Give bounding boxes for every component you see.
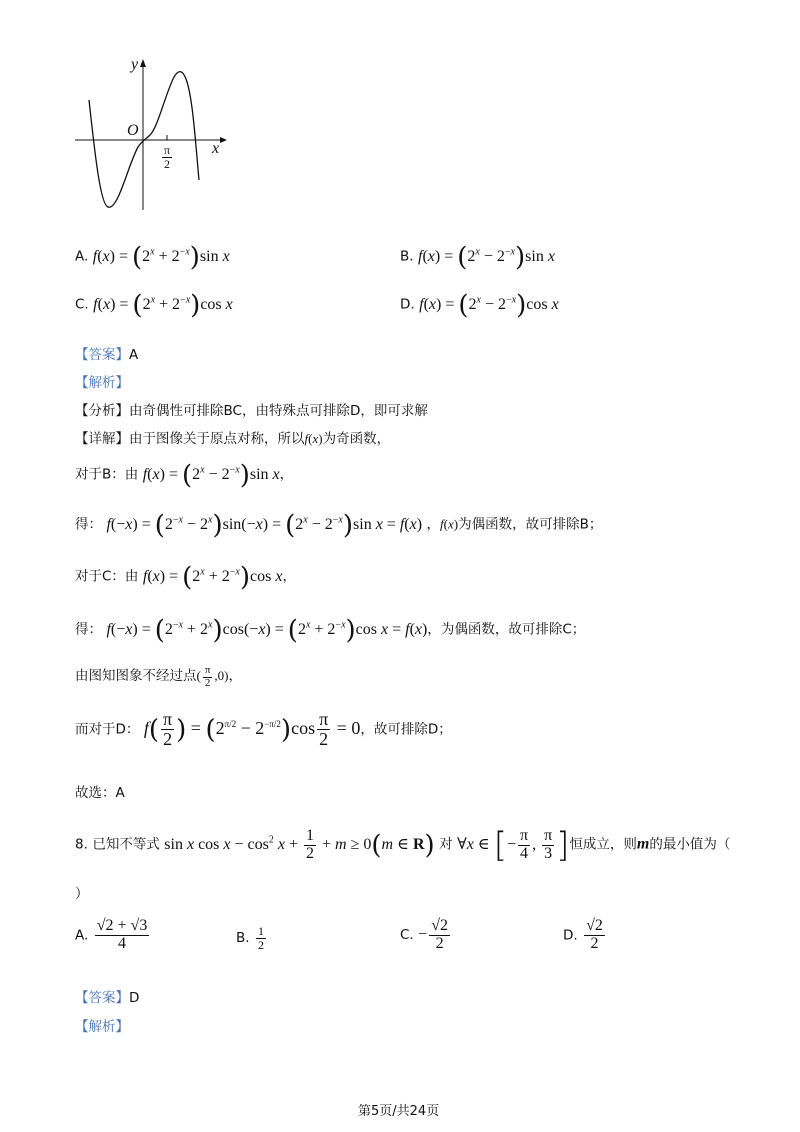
line-point: 由图知图象不经过点( $\frac{\pi}{2}$ ,0)，	[75, 663, 242, 689]
origin-label: O	[127, 122, 139, 139]
y-axis-arrow	[140, 59, 146, 67]
q8-stem: 8. 已知不等式 sin x $\cos x - \cos^2 x$ + $\frac{1}{2}$ + m ≥ 0(m ∈ R) 对 ∀x ∈ [− $\frac{\pi}{4}$ , $\frac{\pi}{3}$ ]恒成立，则m的最小值为（	[75, 825, 731, 865]
q8-answer: 【答案】D	[75, 990, 140, 1006]
x-axis-arrow	[220, 137, 227, 143]
q7-choice: 故选：A	[75, 785, 125, 801]
y-axis-label: y	[131, 56, 139, 73]
option-a-formula: $f(x) = (2^x + 2^{-x})\sin$ x	[92, 242, 230, 272]
q7-xiangjie: 【详解】由于图像关于原点对称，所以f(x)为奇函数，	[75, 431, 391, 447]
page-footer: 第5页/共24页	[358, 1104, 440, 1119]
option-d-formula: $f(x) = (2^x - 2^{-x})\cos$ x	[419, 290, 559, 320]
line-b: 对于B：由 $f(x) = (2^x - 2^{-x})\sin$ x，	[75, 460, 294, 490]
x-tick-label: $\frac{\pi}{2}$	[164, 143, 171, 171]
q8-option-a: A. $\frac{√2 + √3}{4}$	[75, 917, 148, 952]
q7-option-b: B. $f(x) = (2^x - 2^{-x})\sin$ x	[400, 242, 555, 272]
line-c2: 得： $f(-x) = (2^{-x} + 2^x)\cos(-x) = (2^x + 2^{-x})\cos$ x = f(x)，为偶函数，故可排除C；	[75, 615, 586, 645]
option-b-formula: $f(x) = (2^x - 2^{-x})\sin$ x	[418, 242, 555, 272]
q8-option-d: D. $\frac{√2}{2}$	[563, 917, 603, 952]
q7-analysis-tag: 【解析】	[75, 375, 129, 391]
q7-answer: 【答案】A	[75, 347, 139, 363]
line-c: 对于C：由 $f(x) = (2^x + 2^{-x})\cos$ x，	[75, 562, 296, 592]
q7-fenxi: 【分析】由奇偶性可排除BC，由特殊点可排除D，即可求解	[75, 403, 428, 419]
q7-option-d: D. $f(x) = (2^x - 2^{-x})\cos$ x	[400, 290, 559, 320]
q8-stem-close: ）	[75, 886, 89, 902]
line-d: 而对于D： f( $\frac{\pi}{2}$ ) = $(2^{\pi/2} - 2^{-\pi/2})\cos$ $\frac{\pi}{2}$ = 0，故可排除D；	[75, 709, 452, 749]
q7-option-a: A. $f(x) = (2^x + 2^{-x})\sin$ x	[75, 242, 230, 272]
q8-analysis-tag: 【解析】	[75, 1019, 129, 1035]
function-graph	[70, 55, 230, 215]
q8-option-b: B. $\frac{1}{2}$	[236, 924, 265, 952]
curve	[89, 72, 199, 208]
q8-option-c: C. − $\frac{√2}{2}$	[400, 917, 448, 952]
x-axis-label: x	[212, 140, 220, 157]
line-b2: 得： $f(-x) = (2^{-x} - 2^x)\sin(-x) = (2^x - 2^{-x})\sin$ x = f(x) ，f(x)为偶函数，故可排除B；	[75, 510, 603, 540]
option-c-formula: $f(x) = (2^x + 2^{-x})\cos$ x	[93, 290, 233, 320]
q7-option-c: C. $f(x) = (2^x + 2^{-x})\cos$ x	[75, 290, 233, 320]
